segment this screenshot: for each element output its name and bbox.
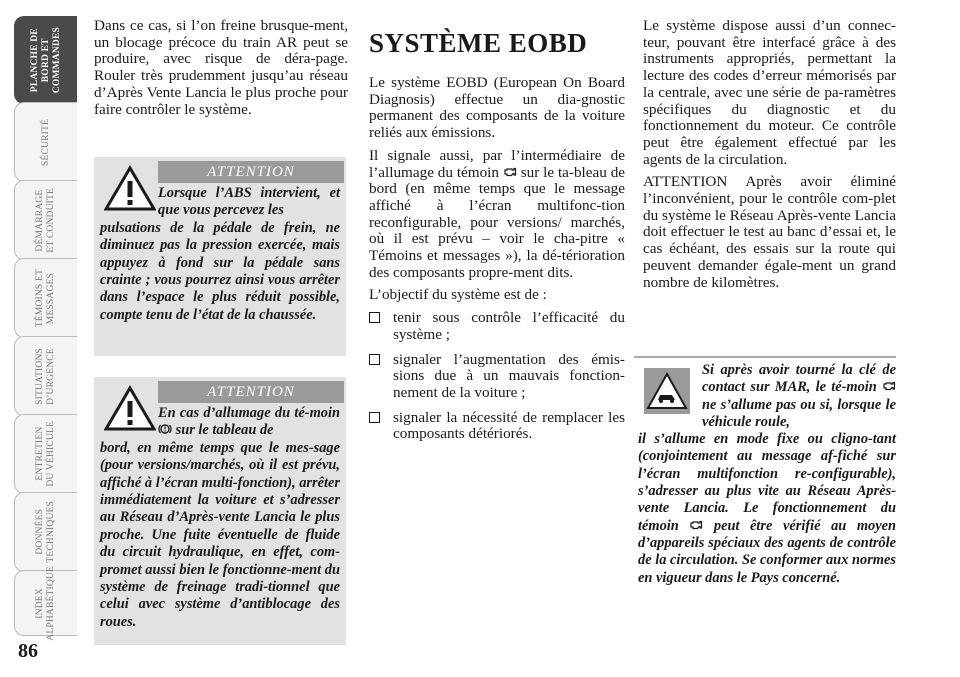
chapter-sidebar: [0, 0, 78, 677]
tab-label: DÉMARRAGE ET CONDUITE: [35, 187, 56, 253]
list-item: [369, 410, 625, 443]
page-number: 86: [18, 640, 38, 662]
engine-check-icon: [689, 519, 703, 531]
engine-check-icon: [503, 166, 517, 178]
warning-heading: ATTENTION: [158, 161, 344, 183]
list-item: [369, 352, 625, 402]
intro-paragraph: Dans ce cas, si l’on freine brusque-ment, un blocage précoce du train AR peut se produire, avec risque de déra-page. Rouler très prudemment jusqu’au réseau d’Après Vente Lancia le plus proche pour faire contrôler le système.: [94, 17, 348, 118]
warning-text-lead-a: En cas d’allumage du té-moin: [158, 405, 340, 421]
warning-box-abs: [94, 157, 346, 356]
warning-text-lead-b: sur le tableau de: [175, 422, 274, 439]
engine-check-icon: [882, 380, 896, 392]
tab-situations[interactable]: [14, 336, 77, 416]
tab-label: PLANCHE DE BORD ET COMMANDES: [29, 26, 62, 94]
section-title: SYSTÈME EOBD: [369, 28, 588, 58]
list-item: [369, 310, 625, 343]
road-note-box: [634, 356, 896, 592]
warning-heading: ATTENTION: [158, 381, 344, 403]
warning-text: [100, 185, 340, 324]
warning-text-lead: [100, 405, 340, 440]
tab-label: SITUATIONS D’URGENCE: [35, 347, 56, 405]
tab-label: INDEX ALPHABÉTIQUE: [35, 565, 56, 641]
connector-paragraph: Le système dispose aussi d’un connec-teur, pouvant être interfacé grâce à des instruments appropriés, permettant la lecture des codes d’erreur mémorisés par la centrale, avec une série de pa-ramètres spécifiques du diagnostic et du fonctionnement du moteur. Ce contrôle peut être également effectué par les agents de la circulation.: [643, 17, 896, 168]
list-item-text: tenir sous contrôle l’efficacité du système ;: [393, 309, 625, 343]
warning-box-brake: [94, 377, 346, 645]
tab-index[interactable]: [14, 565, 77, 641]
checkbox-bullet-icon: [369, 312, 380, 323]
road-note-rest-a: il s’allume en mode fixe ou cligno-tant (conjointement au message af-fiché sur l’écran multifonction re-configurable), s’adresser au plus vite au Réseau Après-vente Lancia. Le fonctionnement du témoin: [638, 431, 896, 534]
tab-securite[interactable]: [14, 102, 77, 182]
eobd-paragraph-3: L’objectif du système est de :: [369, 286, 547, 304]
tab-label: ENTRETIEN DU VÉHICULE: [35, 421, 56, 487]
tab-label: SÉCURITÉ: [40, 118, 51, 166]
tab-demarrage[interactable]: [14, 180, 77, 260]
checkbox-bullet-icon: [369, 412, 380, 423]
tab-planche-de-bord[interactable]: [14, 16, 77, 104]
road-note-lead: [638, 362, 896, 431]
road-note-lead-a: Si après avoir tourné la clé de contact sur MAR, le té-moin: [702, 362, 896, 396]
attention-paragraph: ATTENTION Après avoir éliminé l’inconvénient, pour le contrôle com-plet du système le Réseau Après-vente Lancia doit effectuer le test au banc d’essai et, le cas échéant, des essais sur la route qui peuvent demander égale-ment un grand nombre de kilomètres.: [643, 173, 896, 291]
objectives-list: [369, 310, 625, 443]
column-left: [94, 18, 348, 124]
tab-entretien[interactable]: [14, 414, 77, 494]
note-divider: [634, 356, 896, 358]
brake-warning-icon: [158, 423, 172, 435]
tab-donnees[interactable]: [14, 492, 77, 572]
eobd-paragraph-2a: Il signale aussi, par l’intermédiaire de l’allumage du témoin: [369, 146, 625, 181]
warning-text-rest: pulsations de la pédale de frein, ne diminuez pas la pression exercée, mais appuyez à fond sur la pédale sans crainte ; vous pourrez ainsi vous arrêter dans l’espace le plus réduit possible, compte tenu de l’état de la chaussée.: [100, 219, 340, 323]
column-right: [643, 18, 896, 297]
tab-label: TÉMOINS ET MESSAGES: [35, 268, 56, 328]
column-middle: [369, 22, 625, 451]
road-note-lead-b: ne s’allume pas ou si, lorsque le véhicule roule,: [702, 396, 896, 430]
eobd-paragraph-1: Le système EOBD (European On Board Diagnosis) effectue un dia-gnostic permanent des composants de la voiture reliés aux émissions.: [369, 74, 625, 142]
list-item-text: signaler l’augmentation des émis-sions due à un mauvais fonction-nement de la voiture ;: [393, 350, 625, 401]
list-item-text: signaler la nécessité de remplacer les composants détériorés.: [393, 408, 625, 443]
checkbox-bullet-icon: [369, 354, 380, 365]
tab-temoins[interactable]: [14, 258, 77, 338]
road-note-rest-b: peut être vérifié au moyen d’appareils spéciaux des agents de contrôle de la circulation. Se conformer aux normes en vigueur dans le Pays concerné.: [638, 517, 896, 586]
eobd-paragraph-2: [369, 148, 625, 282]
warning-text-lead: Lorsque l’ABS intervient, et que vous percevez les: [158, 185, 340, 219]
warning-text: [100, 405, 340, 631]
eobd-paragraph-2b: sur le ta-bleau de bord (en même temps que le message affiché à l’écran multifonc-tion reconfigurable, pour versions/ marchés, où il est prévu – voir le cha-pitre « Témoins et messages »), la dé-térioration des composants propre-ment dits.: [369, 163, 626, 281]
road-note-text: [638, 362, 896, 587]
tab-label: DONNÉES TECHNIQUES: [35, 501, 56, 563]
warning-text-rest: bord, en même temps que le mes-sage (pour versions/marchés, où il est prévu, affiché à l’écran multi-fonction), arrêter immédiatement la voiture et s’adresser au Réseau d’Après-vente Lancia le plus proche. Une fuite éventuelle de fluide du circuit hydraulique, en effet, com-promet aussi bien le fonctionne-ment du système de freinage tradi-tionnel que celui avec système d’antiblocage des roues.: [100, 439, 340, 630]
